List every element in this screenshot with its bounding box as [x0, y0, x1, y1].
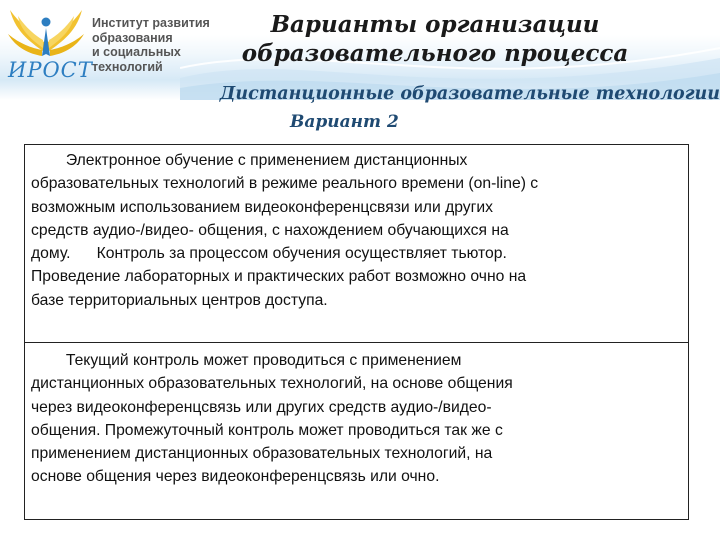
text-line: дому. Контроль за процессом обучения осуществляет тьютор. — [31, 245, 507, 263]
organization-name — [92, 16, 242, 74]
text-line: через видеоконференцсвязь или других средств аудио-/видео- — [31, 398, 492, 416]
text-line: дистанционных образовательных технологий, на основе общения — [31, 375, 513, 393]
text-line: применением дистанционных образовательных технологий, на — [31, 445, 493, 463]
page-title — [240, 10, 630, 68]
organization-line: и социальных — [92, 45, 181, 59]
variant-heading: Вариант 2 — [290, 112, 399, 132]
logo-name: ИРОСТ — [8, 58, 93, 82]
text-line: Проведение лабораторных и практических работ возможно очно на — [31, 268, 527, 286]
text-line: Электронное обучение с применением дистанционных — [31, 152, 468, 169]
organization-line: технологий — [92, 59, 163, 74]
organization-line: образования — [92, 30, 173, 45]
organization-line: Институт развития — [92, 16, 210, 30]
title-line: Варианты организации — [270, 11, 600, 38]
text-line: базе территориальных центров доступа. — [31, 291, 328, 309]
text-line: общения. Промежуточный контроль может проводиться так же с — [31, 421, 503, 439]
content-divider — [24, 342, 689, 343]
section-subtitle: Дистанционные образовательные технологии — [219, 84, 720, 104]
title-line: образовательного процесса — [241, 40, 629, 67]
text-line: средств аудио-/видео- общения, с нахождением обучающихся на — [31, 221, 509, 239]
paragraph-online-learning — [31, 149, 686, 312]
text-line: Текущий контроль может проводиться с применением — [31, 352, 462, 369]
text-line: образовательных технологий в режиме реального времени (on-line) с — [31, 175, 539, 193]
paragraph-control — [31, 349, 686, 489]
text-line: возможным использованием видеоконференцсвязи или других — [31, 198, 493, 216]
text-line: основе общения через видеоконференцсвязь или очно. — [31, 468, 440, 486]
